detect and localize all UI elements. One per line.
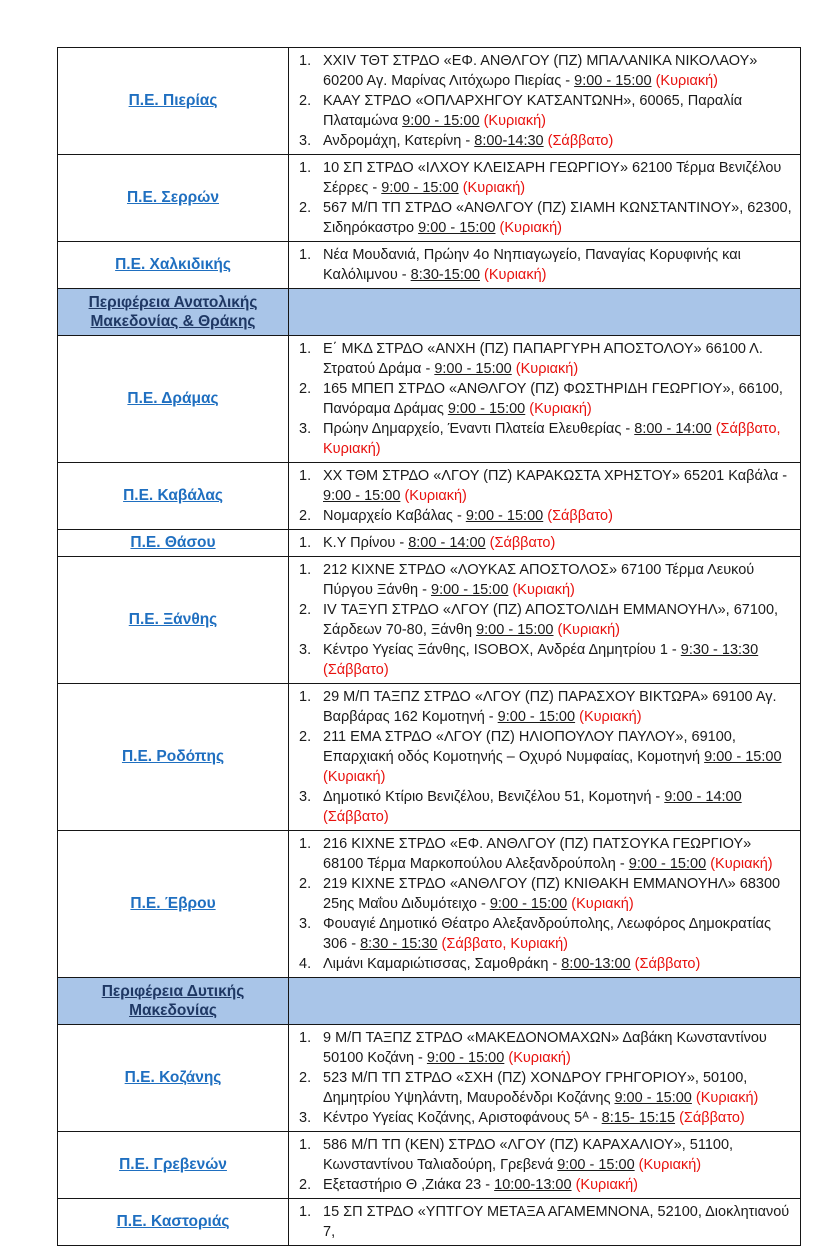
region-group-label: Περιφέρεια Δυτικής Μακεδονίας (101, 983, 245, 1019)
day-text: (Κυριακή) (462, 180, 526, 196)
location-item (289, 954, 796, 974)
location-description: Εξεταστήριο Θ ,Ζιάκα 23 - (323, 1177, 495, 1193)
item-number: 2. (299, 1070, 312, 1086)
location-item (289, 1135, 796, 1175)
item-number: 3. (299, 789, 312, 805)
day-text: (Σάββατο) (547, 133, 614, 149)
location-text (323, 1135, 796, 1175)
region-row (58, 1199, 801, 1246)
item-number: 1. (299, 247, 312, 263)
item-number: 1. (299, 53, 312, 69)
location-description: ΚΑΑΥ ΣΤΡΔΟ «ΟΠΛΑΡΧΗΓΟΥ ΚΑΤΣΑΝΤΩΝΗ», 60065, Παραλία Πλαταμώνα (323, 93, 743, 129)
day-text: (Κυριακή) (571, 896, 634, 912)
location-description: Πρώην Δημαρχείο, Έναντι Πλατεία Ελευθερίας - (323, 421, 635, 437)
location-text (323, 1068, 796, 1108)
day-text: (Κυριακή) (575, 1177, 639, 1193)
location-description: Δημοτικό Κτίριο Βενιζέλου, Βενιζέλου 51, Κομοτηνή - (323, 789, 665, 805)
location-text (323, 51, 796, 91)
item-number: 1. (299, 160, 312, 176)
hours-text: 9:00 - 15:00 (497, 709, 576, 725)
locations-cell (289, 336, 801, 463)
region-row (58, 48, 801, 155)
item-number: 2. (299, 1177, 312, 1193)
location-item (289, 727, 796, 787)
region-cell (58, 336, 289, 463)
location-text (323, 379, 796, 419)
locations-cell (289, 289, 801, 336)
locations-cell (289, 530, 801, 557)
item-number: 1. (299, 468, 312, 484)
region-row (58, 155, 801, 242)
hours-text: 9:00 - 15:00 (704, 749, 782, 765)
locations-cell (289, 463, 801, 530)
region-cell (58, 530, 289, 557)
region-cell (58, 684, 289, 831)
location-description: Ε΄ ΜΚΔ ΣΤΡΔΟ «ΑΝΧΗ (ΠΖ) ΠΑΠΑΡΓΥΡΗ ΑΠΟΣΤΟΛΟΥ» 66100 Λ. Στρατού Δράμα - (323, 341, 763, 377)
locations-cell (289, 1199, 801, 1246)
item-number: 2. (299, 729, 312, 745)
location-item (289, 198, 796, 238)
day-text: (Κυριακή) (529, 401, 592, 417)
region-link[interactable]: Π.Ε. Έβρου (130, 895, 216, 912)
location-item (289, 1028, 796, 1068)
item-number: 2. (299, 381, 312, 397)
region-cell (58, 1132, 289, 1199)
location-item (289, 834, 796, 874)
location-item (289, 914, 796, 954)
location-item (289, 1108, 796, 1128)
region-row (58, 831, 801, 978)
location-text (323, 600, 796, 640)
location-item (289, 560, 796, 600)
location-text (323, 158, 796, 198)
hours-text: 10:00-13:00 (494, 1177, 572, 1193)
location-item (289, 339, 796, 379)
location-text (323, 787, 796, 827)
region-cell (58, 1025, 289, 1132)
location-text (323, 687, 796, 727)
locations-cell (289, 155, 801, 242)
location-text (323, 727, 796, 787)
locations-cell (289, 557, 801, 684)
locations-cell (289, 242, 801, 289)
hours-text: 8:30-15:00 (410, 267, 480, 283)
region-link[interactable]: Π.Ε. Κοζάνης (124, 1069, 222, 1086)
hours-text: 9:00 - 15:00 (426, 1050, 505, 1066)
location-text (323, 834, 796, 874)
region-link[interactable]: Π.Ε. Καστοριάς (116, 1213, 230, 1230)
hours-text: 8:00-13:00 (561, 956, 631, 972)
location-description: 212 ΚΙΧΝΕ ΣΤΡΔΟ «ΛΟΥΚΑΣ ΑΠΟΣΤΟΛΟΣ» 67100 Τέρμα Λευκού Πύργου Ξάνθη - (323, 562, 755, 598)
location-text (323, 1202, 796, 1242)
location-description: 10 ΣΠ ΣΤΡΔΟ «ΙΛΧΟΥ ΚΛΕΙΣΑΡΗ ΓΕΩΡΓΙΟΥ» 62100 Τέρμα Βενιζέλου Σέρρες - (323, 160, 782, 196)
location-item (289, 533, 796, 553)
location-description: IV ΤΑΞΥΠ ΣΤΡΔΟ «ΛΓΟΥ (ΠΖ) ΑΠΟΣΤΟΛΙΔΗ ΕΜΜΑΝΟΥΗΛ», 67100, Σάρδεων 70-80, Ξάνθη (323, 602, 779, 638)
location-description: Νέα Μουδανιά, Πρώην 4ο Νηπιαγωγείο, Παναγίας Κορυφινής και Καλόλιμνου - (323, 247, 741, 283)
day-text: (Σάββατο, Κυριακή) (441, 936, 569, 952)
location-item (289, 600, 796, 640)
location-item (289, 158, 796, 198)
region-link[interactable]: Π.Ε. Χαλκιδικής (115, 256, 231, 273)
location-item (289, 131, 796, 151)
hours-text: 9:00 - 15:00 (402, 113, 480, 129)
region-link[interactable]: Π.Ε. Ξάνθης (128, 611, 218, 628)
region-group-row (58, 289, 801, 336)
location-text (323, 1175, 796, 1195)
region-link[interactable]: Π.Ε. Γρεβενών (119, 1156, 227, 1173)
location-item (289, 1068, 796, 1108)
day-text: (Κυριακή) (579, 709, 642, 725)
location-item (289, 91, 796, 131)
day-text: (Σάββατο) (323, 662, 389, 678)
region-row (58, 684, 801, 831)
location-description: Κέντρο Υγείας Ξάνθης, ISOBOX, Ανδρέα Δημητρίου 1 - (323, 642, 681, 658)
location-text (323, 419, 796, 459)
hours-text: 9:00 - 15:00 (557, 1157, 635, 1173)
region-cell (58, 48, 289, 155)
region-row (58, 336, 801, 463)
day-text: (Σάββατο) (634, 956, 701, 972)
regional-units-table-body (58, 48, 801, 1246)
locations-cell (289, 831, 801, 978)
item-number: 2. (299, 200, 312, 216)
day-text: (Κυριακή) (404, 488, 467, 504)
region-group-label: Περιφέρεια Ανατολικής Μακεδονίας & Θράκης (88, 294, 258, 330)
region-cell (58, 1199, 289, 1246)
day-text: (Κυριακή) (508, 1050, 571, 1066)
item-number: 2. (299, 508, 312, 524)
hours-text: 8:15- 15:15 (601, 1110, 676, 1126)
hours-text: 9:00 - 15:00 (381, 180, 459, 196)
location-description: ΧΧ ΤΘΜ ΣΤΡΔΟ «ΛΓΟΥ (ΠΖ) ΚΑΡΑΚΩΣΤΑ ΧΡΗΣΤΟΥ» 65201 Καβάλα - (323, 468, 788, 484)
hours-text: 9:00 - 15:00 (476, 622, 554, 638)
regional-units-table (57, 47, 801, 1246)
location-text (323, 1108, 796, 1128)
hours-text: 8:30 - 15:30 (360, 936, 438, 952)
day-text: (Σάββατο) (547, 508, 613, 524)
location-text (323, 245, 796, 285)
location-text (323, 954, 796, 974)
item-number: 2. (299, 93, 312, 109)
location-description: 15 ΣΠ ΣΤΡΔΟ «ΥΠΤΓΟΥ ΜΕΤΑΞΑ ΑΓΑΜΕΜΝΟΝΑ, 52100, Διοκλητιανού 7, (323, 1204, 790, 1240)
hours-text: 9:00 - 15:00 (465, 508, 544, 524)
hours-text: 9:00 - 15:00 (447, 401, 526, 417)
location-item (289, 687, 796, 727)
region-cell (58, 242, 289, 289)
location-text (323, 560, 796, 600)
location-text (323, 533, 796, 553)
day-text: (Σάββατο) (679, 1110, 745, 1126)
location-description: 216 ΚΙΧΝΕ ΣΤΡΔΟ «ΕΦ. ΑΝΘΛΓΟΥ (ΠΖ) ΠΑΤΣΟΥΚΑ ΓΕΩΡΓΙΟΥ» 68100 Τέρμα Μαρκοπούλου Αλεξανδρούπολη - (323, 836, 752, 872)
location-description: 165 ΜΠΕΠ ΣΤΡΔΟ «ΑΝΘΛΓΟΥ (ΠΖ) ΦΩΣΤΗΡΙΔΗ ΓΕΩΡΓΙΟΥ», 66100, Πανόραμα Δράμας (323, 381, 783, 417)
location-description: 211 ΕΜΑ ΣΤΡΔΟ «ΛΓΟΥ (ΠΖ) ΗΛΙΟΠΟΥΛΟΥ ΠΑΥΛΟΥ», 69100, Επαρχιακή οδός Κομοτηνής – Οχυρό Νυμφαίας, Κομοτηνή (323, 729, 736, 765)
region-row (58, 557, 801, 684)
location-text (323, 1028, 796, 1068)
region-row (58, 242, 801, 289)
hours-text: 9:00 - 15:00 (418, 220, 496, 236)
day-text: (Σάββατο) (323, 809, 389, 825)
hours-text: 9:00 - 15:00 (614, 1090, 692, 1106)
hours-text: 8:00 - 14:00 (634, 421, 712, 437)
item-number: 1. (299, 836, 312, 852)
day-text: (Κυριακή) (323, 769, 386, 785)
item-number: 1. (299, 1030, 312, 1046)
hours-text: 9:00 - 15:00 (628, 856, 707, 872)
location-item (289, 379, 796, 419)
hours-text: 9:00 - 15:00 (323, 488, 401, 504)
location-item (289, 640, 796, 680)
day-text: (Κυριακή) (695, 1090, 759, 1106)
day-text: (Σάββατο) (489, 535, 556, 551)
region-link[interactable]: Π.Ε. Καβάλας (123, 487, 223, 504)
region-cell (58, 289, 289, 336)
day-text: (Σάββατο, Κυριακή) (323, 421, 781, 457)
location-item (289, 419, 796, 459)
region-cell (58, 463, 289, 530)
region-link[interactable]: Π.Ε. Πιερίας (128, 92, 218, 109)
item-number: 1. (299, 689, 312, 705)
location-item (289, 1175, 796, 1195)
item-number: 3. (299, 1110, 312, 1126)
locations-cell (289, 48, 801, 155)
location-description: Κ.Υ Πρίνου - (323, 535, 409, 551)
location-description: Φουαγιέ Δημοτικό Θέατρο Αλεξανδρούπολης, Λεωφόρος Δημοκρατίας 306 - (323, 916, 771, 952)
location-text (323, 131, 796, 151)
day-text: (Κυριακή) (515, 361, 579, 377)
item-number: 3. (299, 916, 312, 932)
hours-text: 9:00 - 15:00 (489, 896, 568, 912)
location-item (289, 787, 796, 827)
hours-text: 8:00-14:30 (474, 133, 544, 149)
location-description: Νομαρχείο Καβάλας - (323, 508, 466, 524)
region-link[interactable]: Π.Ε. Θάσου (130, 534, 216, 551)
item-number: 3. (299, 133, 312, 149)
hours-text: 9:00 - 15:00 (574, 73, 652, 89)
location-text (323, 874, 796, 914)
day-text: (Κυριακή) (483, 113, 547, 129)
item-number: 1. (299, 562, 312, 578)
location-item (289, 245, 796, 285)
hours-text: 9:30 - 13:30 (680, 642, 759, 658)
location-item (289, 874, 796, 914)
locations-cell (289, 1132, 801, 1199)
item-number: 1. (299, 535, 312, 551)
location-text (323, 198, 796, 238)
location-description: Λιμάνι Καμαριώτισσας, Σαμοθράκη - (323, 956, 562, 972)
region-cell (58, 978, 289, 1025)
region-row (58, 530, 801, 557)
location-description: 9 Μ/Π ΤΑΞΠΖ ΣΤΡΔΟ «ΜΑΚΕΔΟΝΟΜΑΧΩΝ» Δαβάκη Κωνσταντίνου 50100 Κοζάνη - (323, 1030, 767, 1066)
location-description: 29 Μ/Π ΤΑΞΠΖ ΣΤΡΔΟ «ΛΓΟΥ (ΠΖ) ΠΑΡΑΣΧΟΥ ΒΙΚΤΩΡΑ» 69100 Αγ. Βαρβάρας 162 Κομοτηνή - (323, 689, 777, 725)
region-cell (58, 557, 289, 684)
location-text (323, 466, 796, 506)
region-link[interactable]: Π.Ε. Δράμας (127, 390, 219, 407)
location-text (323, 914, 796, 954)
item-number: 1. (299, 341, 312, 357)
location-description: 567 Μ/Π ΤΠ ΣΤΡΔΟ «ΑΝΘΛΓΟΥ (ΠΖ) ΣΙΑΜΗ ΚΩΝΣΤΑΝΤΙΝΟΥ», 62300, Σιδηρόκαστρο (323, 200, 792, 236)
location-text (323, 91, 796, 131)
locations-cell (289, 1025, 801, 1132)
hours-text: 8:00 - 14:00 (408, 535, 486, 551)
region-link[interactable]: Π.Ε. Σερρών (126, 189, 219, 206)
region-group-row (58, 978, 801, 1025)
item-number: 4. (299, 956, 312, 972)
hours-text: 9:00 - 15:00 (434, 361, 512, 377)
locations-cell (289, 978, 801, 1025)
item-number: 1. (299, 1204, 312, 1220)
region-cell (58, 831, 289, 978)
location-item (289, 506, 796, 526)
region-row (58, 1132, 801, 1199)
location-item (289, 466, 796, 506)
location-description: Ανδρομάχη, Κατερίνη - (323, 133, 475, 149)
day-text: (Κυριακή) (512, 582, 575, 598)
day-text: (Κυριακή) (557, 622, 620, 638)
location-text (323, 339, 796, 379)
hours-text: 9:00 - 14:00 (664, 789, 742, 805)
item-number: 3. (299, 421, 312, 437)
item-number: 1. (299, 1137, 312, 1153)
item-number: 3. (299, 642, 312, 658)
location-item (289, 1202, 796, 1242)
region-row (58, 1025, 801, 1132)
location-description: 219 ΚΙΧΝΕ ΣΤΡΔΟ «ΑΝΘΛΓΟΥ (ΠΖ) ΚΝΙΘΑΚΗ ΕΜΜΑΝΟΥΗΛ» 68300 25ης Μαΐου Διδυμότειχο - (323, 876, 781, 912)
region-row (58, 463, 801, 530)
item-number: 2. (299, 876, 312, 892)
region-link[interactable]: Π.Ε. Ροδόπης (121, 748, 225, 765)
hours-text: 9:00 - 15:00 (431, 582, 509, 598)
location-item (289, 51, 796, 91)
location-description: XXIV ΤΘΤ ΣΤΡΔΟ «ΕΦ. ΑΝΘΛΓΟΥ (ΠΖ) ΜΠΑΛΑΝΙΚΑ ΝΙΚΟΛΑΟΥ» 60200 Αγ. Μαρίνας Λιτόχωρο Πιερίας - (323, 53, 758, 89)
day-text: (Κυριακή) (638, 1157, 702, 1173)
day-text: (Κυριακή) (484, 267, 547, 283)
day-text: (Κυριακή) (710, 856, 773, 872)
item-number: 2. (299, 602, 312, 618)
location-description: Κέντρο Υγείας Κοζάνης, Αριστοφάνους 5ᴬ - (323, 1110, 602, 1126)
location-text (323, 640, 796, 680)
day-text: (Κυριακή) (499, 220, 562, 236)
locations-cell (289, 684, 801, 831)
location-description: 523 Μ/Π ΤΠ ΣΤΡΔΟ «ΣΧΗ (ΠΖ) ΧΟΝΔΡΟΥ ΓΡΗΓΟΡΙΟΥ», 50100, Δημητρίου Υψηλάντη, Μαυροδένδρι Κοζάνης (323, 1070, 748, 1106)
region-cell (58, 155, 289, 242)
location-description: 586 Μ/Π ΤΠ (ΚΕΝ) ΣΤΡΔΟ «ΛΓΟΥ (ΠΖ) ΚΑΡΑΧΑΛΙΟΥ», 51100, Κωνσταντίνου Ταλιαδούρη, Γρεβενά (323, 1137, 734, 1173)
day-text: (Κυριακή) (655, 73, 718, 89)
location-text (323, 506, 796, 526)
